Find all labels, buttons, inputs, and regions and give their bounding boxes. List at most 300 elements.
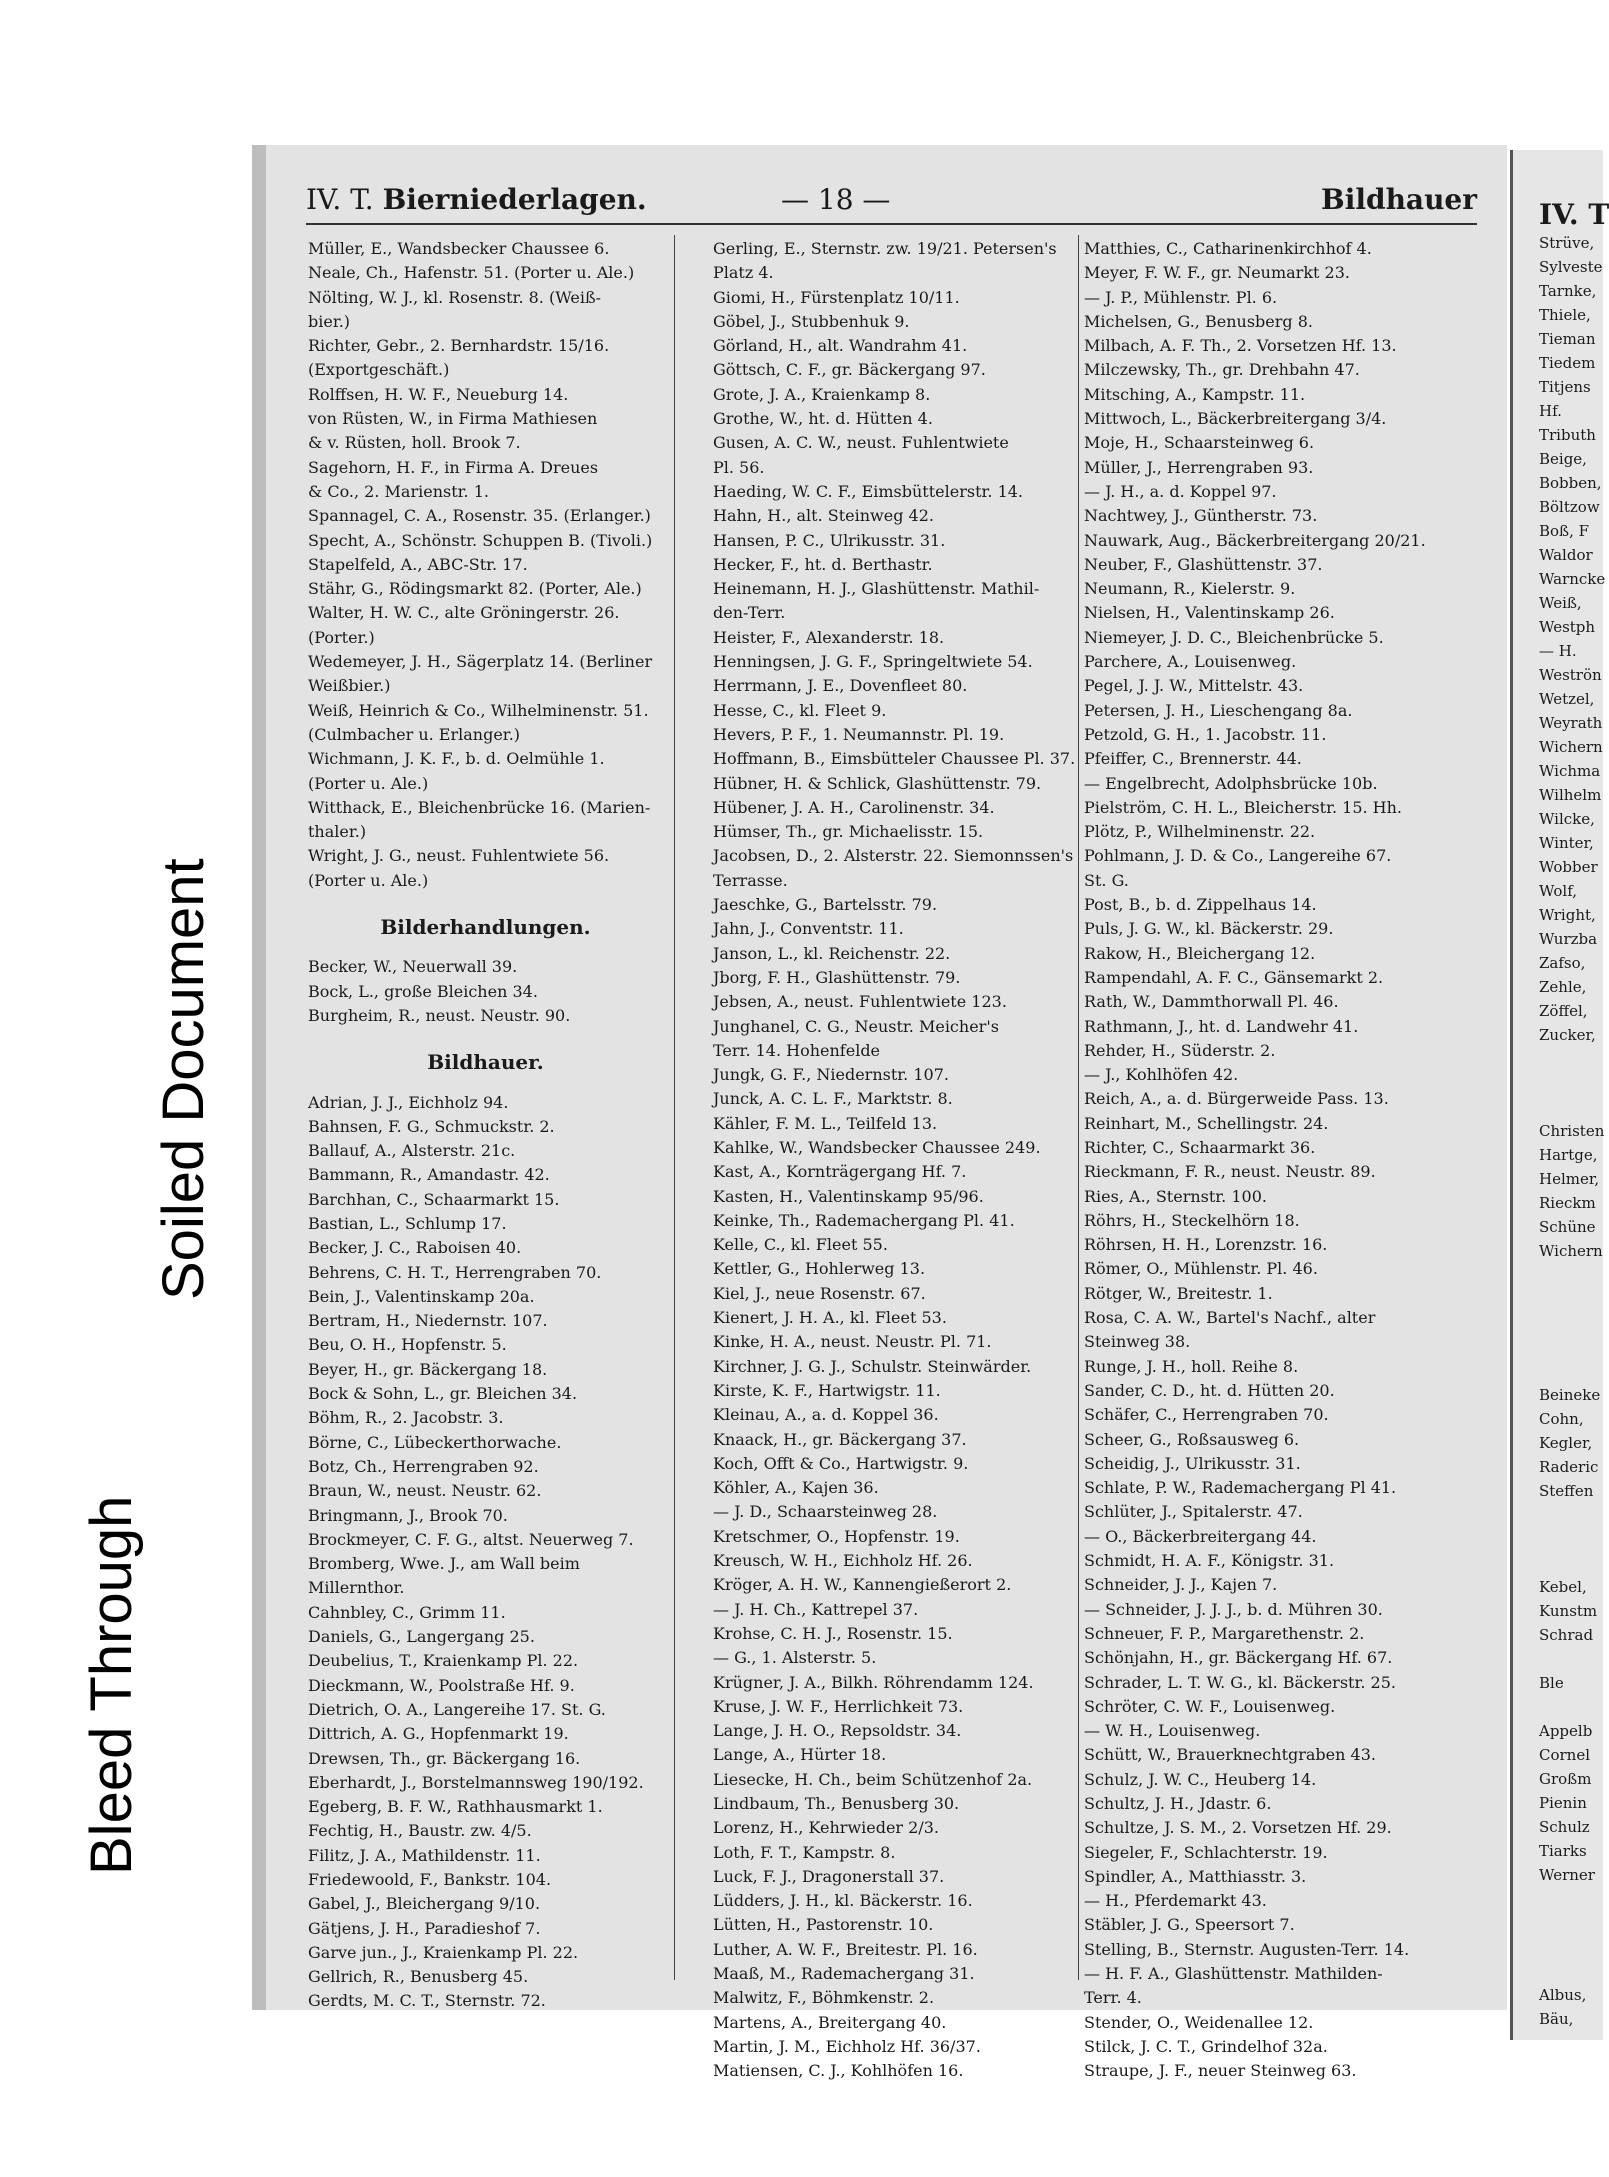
directory-entry: Keinke, Th., Rademachergang Pl. 41. <box>713 1210 1015 1230</box>
directory-entry: Kruse, J. W. F., Herrlichkeit 73. <box>713 1696 964 1716</box>
directory-entry: Nachtwey, J., Güntherstr. 73. <box>1084 506 1318 526</box>
column-1-mid-entries <box>308 955 663 1028</box>
directory-entry: Müller, J., Herrengraben 93. <box>1084 457 1314 477</box>
directory-entry: — Schneider, J. J. J., b. d. Mühren 30. <box>1084 1599 1383 1619</box>
directory-entry: Adrian, J. J., Eichholz 94. <box>308 1092 509 1112</box>
directory-entry: Gusen, A. C. W., neust. Fuhlentwiete <box>713 433 1009 453</box>
column-rule <box>674 235 675 1980</box>
directory-entry: — H., Pferdemarkt 43. <box>1084 1891 1267 1911</box>
directory-entry: Filitz, J. A., Mathildenstr. 11. <box>308 1845 541 1865</box>
directory-entry: Hübner, H. & Schlick, Glashüttenstr. 79. <box>713 773 1042 793</box>
directory-entry: Henningsen, J. G. F., Springeltwiete 54. <box>713 652 1033 672</box>
directory-entry: Beu, O. H., Hopfenstr. 5. <box>308 1335 507 1355</box>
directory-entry <box>1539 1887 1603 1911</box>
directory-entry: Hansen, P. C., Ulrikusstr. 31. <box>713 530 946 550</box>
directory-entry: Kinke, H. A., neust. Neustr. Pl. 71. <box>713 1332 992 1352</box>
directory-entry: Dittrich, A. G., Hopfenmarkt 19. <box>308 1724 569 1744</box>
directory-entry: — Engelbrecht, Adolphsbrücke 10b. <box>1084 773 1378 793</box>
directory-entry: Spindler, A., Matthiasstr. 3. <box>1084 1866 1307 1886</box>
directory-entry: Jebsen, A., neust. Fuhlentwiete 123. <box>713 992 1007 1012</box>
directory-entry: Junck, A. C. L. F., Marktstr. 8. <box>713 1089 953 1109</box>
directory-entry: Rötger, W., Breitestr. 1. <box>1084 1283 1273 1303</box>
directory-entry: Haeding, W. C. F., Eimsbüttelerstr. 14. <box>713 481 1024 501</box>
directory-entry: Steinweg 38. <box>1084 1332 1191 1352</box>
directory-entry: Beyer, H., gr. Bäckergang 18. <box>308 1359 548 1379</box>
directory-entry: Kähler, F. M. L., Teilfeld 13. <box>713 1113 938 1133</box>
directory-entry: Waldor <box>1539 546 1593 564</box>
section-heading-bilderhandlungen: Bilderhandlungen. <box>380 915 591 940</box>
directory-entry: Scheer, G., Roßsausweg 6. <box>1084 1429 1300 1449</box>
directory-entry <box>1539 1071 1603 1095</box>
directory-entry: Tributh <box>1539 426 1596 444</box>
directory-entry: Kiel, J., neue Rosenstr. 67. <box>713 1283 926 1303</box>
directory-entry: Bobben, <box>1539 474 1602 492</box>
directory-entry: Jaeschke, G., Bartelsstr. 79. <box>713 895 938 915</box>
directory-entry: Koch, Offt & Co., Hartwigstr. 9. <box>713 1453 969 1473</box>
directory-entry: Sander, C. D., ht. d. Hütten 20. <box>1084 1380 1335 1400</box>
directory-entry: Parchere, A., Louisenweg. <box>1084 652 1297 672</box>
column-2-entries <box>713 237 1076 2084</box>
directory-entry: Stapelfeld, A., ABC-Str. 17. <box>308 554 528 574</box>
directory-entry: Bock, L., große Bleichen 34. <box>308 981 538 1001</box>
directory-entry: Straupe, J. F., neuer Steinweg 63. <box>1084 2061 1357 2081</box>
directory-entry <box>1539 1287 1603 1311</box>
directory-entry: Wolf, <box>1539 882 1578 900</box>
directory-entry: Reich, A., a. d. Bürgerweide Pass. 13. <box>1084 1089 1389 1109</box>
directory-entry: Großm <box>1539 1770 1592 1788</box>
directory-entry: & v. Rüsten, holl. Brook 7. <box>308 433 521 453</box>
directory-entry: Schlate, P. W., Rademachergang Pl 41. <box>1084 1478 1397 1498</box>
column-3 <box>1084 237 1449 2084</box>
directory-entry: Sylveste <box>1539 258 1603 276</box>
directory-entry: (Exportgeschäft.) <box>308 360 450 380</box>
directory-entry: Christen <box>1539 1122 1605 1140</box>
directory-entry: Röhrs, H., Steckelhörn 18. <box>1084 1210 1300 1230</box>
directory-entry: Ble <box>1539 1674 1564 1692</box>
directory-entry: Matiensen, C. J., Kohlhöfen 16. <box>713 2061 964 2081</box>
directory-entry: Schrad <box>1539 1626 1594 1644</box>
directory-entry: Neale, Ch., Hafenstr. 51. (Porter u. Ale.) <box>308 263 635 283</box>
directory-entry: Neumann, R., Kielerstr. 9. <box>1084 579 1296 599</box>
directory-entry: Weißbier.) <box>308 676 391 696</box>
directory-entry: Jborg, F. H., Glashüttenstr. 79. <box>713 967 961 987</box>
directory-entry: bier.) <box>308 311 351 331</box>
directory-entry: Mitsching, A., Kampstr. 11. <box>1084 384 1306 404</box>
directory-entry: — H. <box>1539 642 1577 660</box>
directory-entry: Eberhardt, J., Borstelmannsweg 190/192. <box>308 1772 644 1792</box>
directory-entry: Luck, F. J., Dragonerstall 37. <box>713 1866 945 1886</box>
directory-entry: Garve jun., J., Kraienkamp Pl. 22. <box>308 1942 579 1962</box>
directory-entry: Burgheim, R., neust. Neustr. 90. <box>308 1005 571 1025</box>
directory-entry: Lange, J. H. O., Repsoldstr. 34. <box>713 1721 962 1741</box>
directory-entry <box>1539 1359 1603 1383</box>
directory-entry: Kettler, G., Hohlerweg 13. <box>713 1259 926 1279</box>
directory-entry: (Porter.) <box>308 627 375 647</box>
directory-entry: Plötz, P., Wilhelminenstr. 22. <box>1084 822 1316 842</box>
directory-entry: (Porter u. Ale.) <box>308 870 429 890</box>
directory-entry: von Rüsten, W., in Firma Mathiesen <box>308 409 598 429</box>
directory-entry: Terrasse. <box>713 870 788 890</box>
directory-entry: Rampendahl, A. F. C., Gänsemarkt 2. <box>1084 967 1384 987</box>
directory-entry: Bertram, H., Niedernstr. 107. <box>308 1311 548 1331</box>
directory-entry: Malwitz, F., Böhmkenstr. 2. <box>713 1988 935 2008</box>
directory-entry: Bringmann, J., Brook 70. <box>308 1505 508 1525</box>
directory-entry <box>1539 1311 1603 1335</box>
directory-entry: Rehder, H., Süderstr. 2. <box>1084 1040 1276 1060</box>
directory-entry: Liesecke, H. Ch., beim Schützenhof 2a. <box>713 1769 1033 1789</box>
directory-entry: — J. P., Mühlenstr. Pl. 6. <box>1084 287 1278 307</box>
adjacent-page-lines <box>1513 231 1606 2031</box>
directory-entry: Rolffsen, H. W. F., Neueburg 14. <box>308 384 569 404</box>
directory-entry: Thiele, <box>1539 306 1591 324</box>
directory-entry: Petzold, G. H., 1. Jacobstr. 11. <box>1084 724 1327 744</box>
directory-entry: Pienin <box>1539 1794 1587 1812</box>
directory-entry: Herrmann, J. E., Dovenfleet 80. <box>713 676 968 696</box>
directory-entry: Pohlmann, J. D. & Co., Langereihe 67. <box>1084 846 1392 866</box>
directory-entry: Bock & Sohn, L., gr. Bleichen 34. <box>308 1384 578 1404</box>
directory-entry: Maaß, M., Rademachergang 31. <box>713 1964 975 1984</box>
directory-entry <box>1539 1695 1603 1719</box>
directory-entry: Westph <box>1539 618 1596 636</box>
directory-entry: Strüve, <box>1539 234 1595 252</box>
directory-entry: (Porter u. Ale.) <box>308 773 429 793</box>
directory-entry: Appelb <box>1539 1722 1593 1740</box>
directory-entry: Albus, <box>1539 1986 1587 2004</box>
directory-entry: Schäfer, C., Herrengraben 70. <box>1084 1405 1329 1425</box>
directory-entry: Lütten, H., Pastorenstr. 10. <box>713 1915 934 1935</box>
directory-entry: Hümser, Th., gr. Michaelisstr. 15. <box>713 822 984 842</box>
directory-entry: Steffen <box>1539 1482 1594 1500</box>
directory-entry: Titjens <box>1539 378 1591 396</box>
directory-entry: Beineke <box>1539 1386 1601 1404</box>
directory-entry: Tiarks <box>1539 1842 1587 1860</box>
directory-entry: Milczewsky, Th., gr. Drehbahn 47. <box>1084 360 1360 380</box>
directory-entry: Weyrath <box>1539 714 1603 732</box>
directory-entry: Hartge, <box>1539 1146 1598 1164</box>
directory-entry: Helmer, <box>1539 1170 1600 1188</box>
directory-entry: Kröger, A. H. W., Kannengießerort 2. <box>713 1575 1012 1595</box>
directory-entry <box>1539 1263 1603 1287</box>
directory-entry: Zöffel, <box>1539 1002 1588 1020</box>
directory-entry: Müller, E., Wandsbecker Chaussee 6. <box>308 239 610 258</box>
directory-entry: Lüdders, J. H., kl. Bäckerstr. 16. <box>713 1891 973 1911</box>
column-1-entries <box>308 237 663 893</box>
directory-entry: Gellrich, R., Benusberg 45. <box>308 1967 529 1987</box>
directory-entry: Stilck, J. C. T., Grindelhof 32a. <box>1084 2036 1328 2056</box>
column-rule <box>1078 235 1079 1980</box>
directory-entry: Zucker, <box>1539 1026 1596 1044</box>
directory-entry: Kreusch, W. H., Eichholz Hf. 26. <box>713 1551 973 1571</box>
directory-entry: Börne, C., Lübeckerthorwache. <box>308 1432 562 1452</box>
directory-entry: Wilhelm <box>1539 786 1602 804</box>
directory-entry: Bromberg, Wwe. J., am Wall beim <box>308 1554 580 1574</box>
directory-entry: Wichmann, J. K. F., b. d. Oelmühle 1. <box>308 749 605 769</box>
directory-entry: Schulz, J. W. C., Heuberg 14. <box>1084 1769 1317 1789</box>
directory-entry: — J., Kohlhöfen 42. <box>1084 1065 1239 1085</box>
directory-entry: Tiedem <box>1539 354 1596 372</box>
directory-entry: Bammann, R., Amandastr. 42. <box>308 1165 550 1185</box>
directory-entry: Hoffmann, B., Eimsbütteler Chaussee Pl. 37. <box>713 749 1076 769</box>
directory-entry: Drewsen, Th., gr. Bäckergang 16. <box>308 1748 581 1768</box>
directory-entry: Ballauf, A., Alsterstr. 21c. <box>308 1141 516 1161</box>
directory-entry <box>1539 1935 1603 1959</box>
directory-entry: Millernthor. <box>308 1578 405 1598</box>
directory-entry: Dieckmann, W., Poolstraße Hf. 9. <box>308 1675 575 1695</box>
directory-entry: Boß, F <box>1539 522 1590 540</box>
directory-entry: Pl. 56. <box>713 457 765 477</box>
directory-entry: Schlüter, J., Spitalerstr. 47. <box>1084 1502 1303 1522</box>
directory-entry: Hesse, C., kl. Fleet 9. <box>713 700 887 720</box>
directory-entry: Rieckmann, F. R., neust. Neustr. 89. <box>1084 1162 1376 1182</box>
directory-entry: den-Terr. <box>713 603 786 623</box>
directory-entry: Rakow, H., Bleichergang 12. <box>1084 943 1316 963</box>
directory-entry: Hecker, F., ht. d. Berthastr. <box>713 554 933 574</box>
directory-entry: Krohse, C. H. J., Rosenstr. 15. <box>713 1623 953 1643</box>
directory-entry: Rosa, C. A. W., Bartel's Nachf., alter <box>1084 1308 1376 1328</box>
directory-entry: Lange, A., Hürter 18. <box>713 1745 887 1765</box>
directory-entry: Stäbler, J. G., Speersort 7. <box>1084 1915 1295 1935</box>
directory-entry: Cornel <box>1539 1746 1591 1764</box>
directory-entry: Walter, H. W. C., alte Gröningerstr. 26. <box>308 603 620 623</box>
directory-entry: — J. H., a. d. Koppel 97. <box>1084 481 1277 501</box>
directory-entry: Becker, W., Neuerwall 39. <box>308 957 518 977</box>
adjacent-page-fragment <box>1510 150 1609 2040</box>
directory-entry: — O., Bäckerbreitergang 44. <box>1084 1526 1317 1546</box>
directory-entry: Göttsch, C. F., gr. Bäckergang 97. <box>713 360 986 380</box>
directory-entry: Schneuer, F. P., Margarethenstr. 2. <box>1084 1623 1365 1643</box>
directory-entry: Martens, A., Breitergang 40. <box>713 2012 947 2032</box>
directory-entry: Matthies, C., Catharinenkirchhof 4. <box>1084 239 1372 258</box>
directory-entry: thaler.) <box>308 822 367 842</box>
directory-entry: Martin, J. M., Eichholz Hf. 36/37. <box>713 2036 981 2056</box>
directory-entry: Pielström, C. H. L., Bleicherstr. 15. Hh. <box>1084 797 1403 817</box>
directory-entry: Lorenz, H., Kehrwieder 2/3. <box>713 1818 939 1838</box>
label-bleed-through: Bleed Through <box>79 1495 144 1875</box>
directory-entry: — J. H. Ch., Kattrepel 37. <box>713 1599 919 1619</box>
directory-entry: Kunstm <box>1539 1602 1598 1620</box>
directory-entry: Römer, O., Mühlenstr. Pl. 46. <box>1084 1259 1318 1279</box>
directory-entry: Kegler, <box>1539 1434 1593 1452</box>
directory-entry <box>1539 1911 1603 1935</box>
directory-entry: (Culmbacher u. Erlanger.) <box>308 724 521 744</box>
directory-entry: Bahnsen, F. G., Schmuckstr. 2. <box>308 1116 555 1136</box>
directory-entry: Raderic <box>1539 1458 1599 1476</box>
directory-entry: Becker, J. C., Raboisen 40. <box>308 1238 522 1258</box>
directory-entry: Pfeiffer, C., Brennerstr. 44. <box>1084 749 1302 769</box>
directory-entry: Niemeyer, J. D. C., Bleichenbrücke 5. <box>1084 627 1384 647</box>
directory-entry: Werner <box>1539 1866 1595 1884</box>
directory-entry: Stender, O., Weidenallee 12. <box>1084 2012 1314 2032</box>
directory-entry: Scheidig, J., Ulrikusstr. 31. <box>1084 1453 1301 1473</box>
directory-entry: Gerdts, M. C. T., Sternstr. 72. <box>308 1991 546 2011</box>
directory-entry: Spannagel, C. A., Rosenstr. 35. (Erlanger.) <box>308 506 651 526</box>
directory-entry: Kahlke, W., Wandsbecker Chaussee 249. <box>713 1137 1041 1157</box>
directory-entry: Cahnbley, C., Grimm 11. <box>308 1602 506 1622</box>
directory-entry: Michelsen, G., Benusberg 8. <box>1084 311 1313 331</box>
directory-entry: Zafso, <box>1539 954 1586 972</box>
directory-entry: Weströn <box>1539 666 1602 684</box>
directory-entry: Gabel, J., Bleichergang 9/10. <box>308 1894 541 1914</box>
directory-entry: & Co., 2. Marienstr. 1. <box>308 481 489 501</box>
directory-entry: Kebel, <box>1539 1578 1587 1596</box>
directory-entry: Friedewoold, F., Bankstr. 104. <box>308 1870 552 1889</box>
directory-entry: Rieckm <box>1539 1194 1596 1212</box>
directory-entry: Wright, J. G., neust. Fuhlentwiete 56. <box>308 846 610 866</box>
directory-entry: Nielsen, H., Valentinskamp 26. <box>1084 603 1335 623</box>
directory-entry: Post, B., b. d. Zippelhaus 14. <box>1084 895 1317 915</box>
directory-page <box>252 145 1507 2081</box>
directory-entry: Heinemann, H. J., Glashüttenstr. Mathil- <box>713 579 1040 599</box>
directory-entry: Braun, W., neust. Neustr. 62. <box>308 1481 542 1501</box>
directory-entry: Beige, <box>1539 450 1587 468</box>
directory-entry: — J. D., Schaarsteinweg 28. <box>713 1502 938 1522</box>
directory-entry: Schütt, W., Brauerknechtgraben 43. <box>1084 1745 1376 1765</box>
directory-entry: Sagehorn, H. F., in Firma A. Dreues <box>308 457 599 477</box>
directory-entry: Krügner, J. A., Bilkh. Röhrendamm 124. <box>713 1672 1034 1692</box>
directory-entry: Knaack, H., gr. Bäckergang 37. <box>713 1429 967 1449</box>
directory-entry: Richter, C., Schaarmarkt 36. <box>1084 1137 1316 1157</box>
directory-entry: Görland, H., alt. Wandrahm 41. <box>713 336 968 356</box>
directory-entry: Tieman <box>1539 330 1596 348</box>
directory-entry: Gerling, E., Sternstr. zw. 19/21. Petersen's <box>713 239 1057 258</box>
column-1-post-entries <box>308 1091 663 2014</box>
directory-entry: Böhm, R., 2. Jacobstr. 3. <box>308 1408 504 1428</box>
directory-entry: Winter, <box>1539 834 1594 852</box>
directory-entry: Platz 4. <box>713 263 774 283</box>
directory-entry: Wright, <box>1539 906 1596 924</box>
page-number: — 18 — <box>781 183 891 216</box>
directory-entry: — G., 1. Alsterstr. 5. <box>713 1648 877 1668</box>
directory-entry: Schultze, J. S. M., 2. Vorsetzen Hf. 29. <box>1084 1818 1392 1838</box>
directory-entry: Köhler, A., Kajen 36. <box>713 1478 879 1498</box>
directory-entry: Barchhan, C., Schaarmarkt 15. <box>308 1189 560 1209</box>
directory-entry: Kast, A., Kornträgergang Hf. 7. <box>713 1162 967 1182</box>
directory-entry <box>1539 1527 1603 1551</box>
directory-entry: Mittwoch, L., Bäckerbreitergang 3/4. <box>1084 409 1387 429</box>
directory-entry: Nölting, W. J., kl. Rosenstr. 8. (Weiß- <box>308 287 602 307</box>
directory-entry: Bastian, L., Schlump 17. <box>308 1213 507 1233</box>
directory-entry: Runge, J. H., holl. Reihe 8. <box>1084 1356 1299 1376</box>
directory-entry: Loth, F. T., Kampstr. 8. <box>713 1842 896 1862</box>
column-1 <box>308 237 663 2014</box>
directory-entry: Hevers, P. F., 1. Neumannstr. Pl. 19. <box>713 724 1005 744</box>
directory-entry: Wetzel, <box>1539 690 1595 708</box>
directory-entry: Schröter, C. W. F., Louisenweg. <box>1084 1696 1336 1716</box>
directory-entry: Botz, Ch., Herrengraben 92. <box>308 1456 539 1476</box>
directory-entry: Gätjens, J. H., Paradieshof 7. <box>308 1918 541 1938</box>
directory-entry: Janson, L., kl. Reichenstr. 22. <box>713 943 951 963</box>
directory-entry: Stelling, B., Sternstr. Augusten-Terr. 14. <box>1084 1939 1410 1959</box>
directory-entry: Egeberg, B. F. W., Rathhausmarkt 1. <box>308 1797 603 1817</box>
directory-entry <box>1539 1647 1603 1671</box>
directory-entry: Schneider, J. J., Kajen 7. <box>1084 1575 1278 1595</box>
directory-entry: Wichern <box>1539 738 1603 756</box>
directory-entry <box>1539 1095 1603 1119</box>
directory-entry: Göbel, J., Stubbenhuk 9. <box>713 311 910 331</box>
directory-entry: Terr. 4. <box>1084 1988 1142 2008</box>
directory-entry: Neuber, F., Glashüttenstr. 37. <box>1084 554 1323 574</box>
directory-entry: Dietrich, O. A., Langereihe 17. St. G. <box>308 1699 606 1719</box>
directory-entry: Schönjahn, H., gr. Bäckergang Hf. 67. <box>1084 1648 1393 1668</box>
page-header <box>306 183 1477 225</box>
directory-entry: Kretschmer, O., Hopfenstr. 19. <box>713 1526 960 1546</box>
directory-entry: Luther, A. W. F., Breitestr. Pl. 16. <box>713 1939 978 1959</box>
header-section-title <box>306 183 647 216</box>
directory-entry: Jungk, G. F., Niedernstr. 107. <box>713 1065 949 1085</box>
header-right-title: Bildhauer <box>1321 183 1477 216</box>
directory-entry: Schrader, L. T. W. G., kl. Bäckerstr. 25. <box>1084 1672 1396 1692</box>
directory-entry: Wurzba <box>1539 930 1598 948</box>
directory-entry: Jacobsen, D., 2. Alsterstr. 22. Siemonnssen's <box>713 846 1074 866</box>
directory-entry: Petersen, J. H., Lieschengang 8a. <box>1084 700 1353 720</box>
directory-entry: Schüne <box>1539 1218 1596 1236</box>
directory-entry: Kelle, C., kl. Fleet 55. <box>713 1235 888 1255</box>
directory-entry: Stähr, G., Rödingsmarkt 82. (Porter, Ale.) <box>308 579 642 599</box>
directory-entry: Wedemeyer, J. H., Sägerplatz 14. (Berliner <box>308 652 653 672</box>
column-3-entries <box>1084 237 1449 2084</box>
directory-entry: Nauwark, Aug., Bäckerbreitergang 20/21. <box>1084 530 1426 550</box>
directory-entry <box>1539 1503 1603 1527</box>
directory-entry: Milbach, A. F. Th., 2. Vorsetzen Hf. 13. <box>1084 336 1397 356</box>
directory-entry: Schulz <box>1539 1818 1590 1836</box>
directory-entry: Weiß, Heinrich & Co., Wilhelminenstr. 51. <box>308 700 649 720</box>
adjacent-page-header: IV. T <box>1539 198 1609 231</box>
directory-entry: Zehle, <box>1539 978 1587 996</box>
directory-entry: — W. H., Louisenweg. <box>1084 1721 1261 1741</box>
directory-entry: Wilcke, <box>1539 810 1595 828</box>
directory-entry: Giomi, H., Fürstenplatz 10/11. <box>713 287 960 307</box>
directory-entry: Terr. 14. Hohenfelde <box>713 1040 881 1060</box>
directory-entry: Grothe, W., ht. d. Hütten 4. <box>713 409 933 429</box>
directory-entry: Weiß, <box>1539 594 1582 612</box>
directory-entry: Rath, W., Dammthorwall Pl. 46. <box>1084 992 1339 1012</box>
directory-entry: Rathmann, J., ht. d. Landwehr 41. <box>1084 1016 1359 1036</box>
directory-entry: Schultz, J. H., Jdastr. 6. <box>1084 1794 1272 1813</box>
directory-entry: Warncke <box>1539 570 1606 588</box>
directory-entry: Grote, J. A., Kraienkamp 8. <box>713 384 931 404</box>
directory-entry: Wobber <box>1539 858 1598 876</box>
directory-entry: Kleinau, A., a. d. Koppel 36. <box>713 1405 939 1425</box>
directory-entry: Tarnke, <box>1539 282 1597 300</box>
directory-entry <box>1539 1959 1603 1983</box>
directory-entry: Wichma <box>1539 762 1601 780</box>
header-left-title: Bierniederlagen. <box>382 183 647 216</box>
directory-entry: St. G. <box>1084 870 1129 890</box>
directory-entry: — H. F. A., Glashüttenstr. Mathilden- <box>1084 1964 1383 1984</box>
directory-entry: Meyer, F. W. F., gr. Neumarkt 23. <box>1084 263 1350 283</box>
directory-entry: Reinhart, M., Schellingstr. 24. <box>1084 1113 1329 1133</box>
directory-entry: Hübener, J. A. H., Carolinenstr. 34. <box>713 797 995 817</box>
directory-entry: Fechtig, H., Baustr. zw. 4/5. <box>308 1821 532 1841</box>
directory-entry: Kasten, H., Valentinskamp 95/96. <box>713 1186 984 1206</box>
directory-entry: Pegel, J. J. W., Mittelstr. 43. <box>1084 676 1304 696</box>
directory-entry: Wichern <box>1539 1242 1603 1260</box>
header-roman: IV. T. <box>306 183 374 216</box>
directory-entry: Bäu, <box>1539 2010 1574 2028</box>
directory-entry: Hf. <box>1539 402 1562 420</box>
directory-entry: Hahn, H., alt. Steinweg 42. <box>713 506 934 526</box>
directory-entry: Bein, J., Valentinskamp 20a. <box>308 1286 535 1306</box>
directory-entry <box>1539 1047 1603 1071</box>
directory-entry: Moje, H., Schaarsteinweg 6. <box>1084 433 1315 453</box>
directory-entry: Deubelius, T., Kraienkamp Pl. 22. <box>308 1651 579 1671</box>
directory-entry: Heister, F., Alexanderstr. 18. <box>713 627 945 647</box>
directory-entry: Behrens, C. H. T., Herrengraben 70. <box>308 1262 602 1282</box>
directory-entry: Richter, Gebr., 2. Bernhardstr. 15/16. <box>308 336 610 356</box>
directory-entry: Daniels, G., Langergang 25. <box>308 1627 535 1647</box>
directory-entry: Kirste, K. F., Hartwigstr. 11. <box>713 1380 941 1400</box>
directory-entry <box>1539 1551 1603 1575</box>
